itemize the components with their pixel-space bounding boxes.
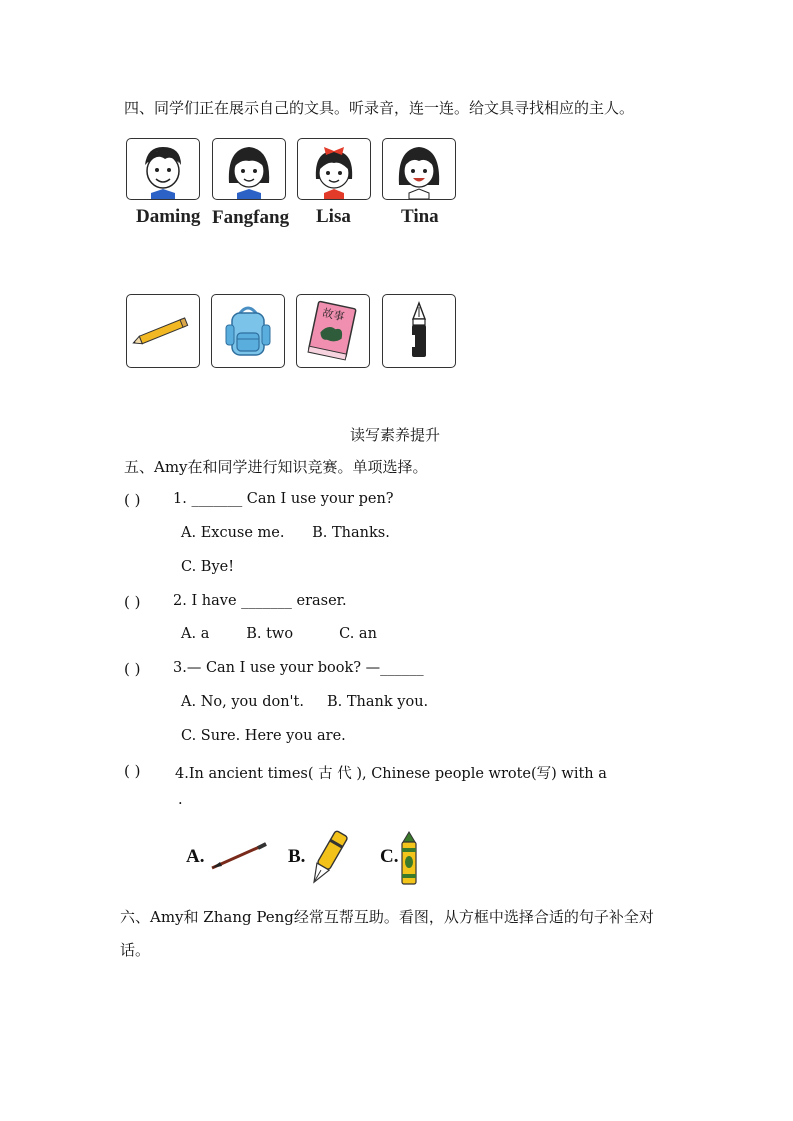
girl-face-icon bbox=[383, 139, 455, 199]
reading-writing-heading: 读写素养提升 bbox=[350, 426, 441, 444]
lisa-portrait bbox=[297, 138, 371, 200]
name-daming: Daming bbox=[136, 206, 201, 227]
question-1-option-c: C. Bye! bbox=[181, 559, 235, 575]
svg-text:故事: 故事 bbox=[321, 306, 346, 324]
section4-instruction: 四、同学们正在展示自己的文具。听录音，连一连。给文具寻找相应的主人。 bbox=[124, 99, 635, 117]
daming-portrait bbox=[126, 138, 200, 200]
option-b-label: B. bbox=[288, 846, 306, 867]
name-lisa: Lisa bbox=[316, 206, 351, 227]
pencil-card bbox=[126, 294, 200, 368]
option-a-label: A. bbox=[186, 846, 205, 867]
storybook-icon bbox=[297, 295, 370, 367]
question-1-stem: 1. _______ Can I use your pen? bbox=[173, 491, 394, 507]
girl-face-icon bbox=[213, 139, 285, 199]
tina-portrait bbox=[382, 138, 456, 200]
question-2-stem: 2. I have _______ eraser. bbox=[173, 593, 347, 609]
question-3-stem: 3.— Can I use your book? —______ bbox=[173, 660, 424, 676]
section6-instruction: 六、Amy和 Zhang Peng经常互帮互助。看图，从方框中选择合适的句子补全对 bbox=[120, 908, 654, 926]
answer-blank-q1[interactable]: ( ) bbox=[124, 491, 141, 509]
question-2-options: A. a B. two C. an bbox=[181, 626, 377, 642]
question-1-options: A. Excuse me. B. Thanks. bbox=[181, 525, 390, 541]
pen-card bbox=[382, 294, 456, 368]
answer-blank-q4[interactable]: ( ) bbox=[124, 762, 141, 780]
name-tina: Tina bbox=[401, 206, 439, 227]
pencil-icon bbox=[127, 295, 199, 367]
question-4-stem: 4.In ancient times( 古 代 ), Chinese people wrote(写) with a bbox=[175, 766, 607, 782]
storybook-card bbox=[296, 294, 370, 368]
fangfang-portrait bbox=[212, 138, 286, 200]
section6-instruction-cont: 话。 bbox=[120, 941, 151, 959]
schoolbag-icon bbox=[212, 295, 284, 367]
question-4-stem-cont: . bbox=[178, 792, 183, 808]
option-c-label: C. bbox=[380, 846, 399, 867]
question-3-options: A. No, you don't. B. Thank you. bbox=[181, 694, 429, 710]
schoolbag-card bbox=[211, 294, 285, 368]
section5-instruction: 五、Amy在和同学进行知识竞赛。单项选择。 bbox=[124, 458, 428, 476]
answer-blank-q2[interactable]: ( ) bbox=[124, 593, 141, 611]
fountain-pen-icon bbox=[383, 295, 455, 367]
answer-blank-q3[interactable]: ( ) bbox=[124, 660, 141, 678]
brush-icon bbox=[208, 838, 270, 872]
crayon-icon bbox=[398, 830, 420, 888]
girl-with-bow-icon bbox=[298, 139, 370, 199]
boy-face-icon bbox=[127, 139, 199, 199]
name-fangfang: Fangfang bbox=[212, 207, 290, 228]
yellow-pen-icon bbox=[304, 826, 352, 890]
question-3-option-c: C. Sure. Here you are. bbox=[181, 728, 346, 744]
